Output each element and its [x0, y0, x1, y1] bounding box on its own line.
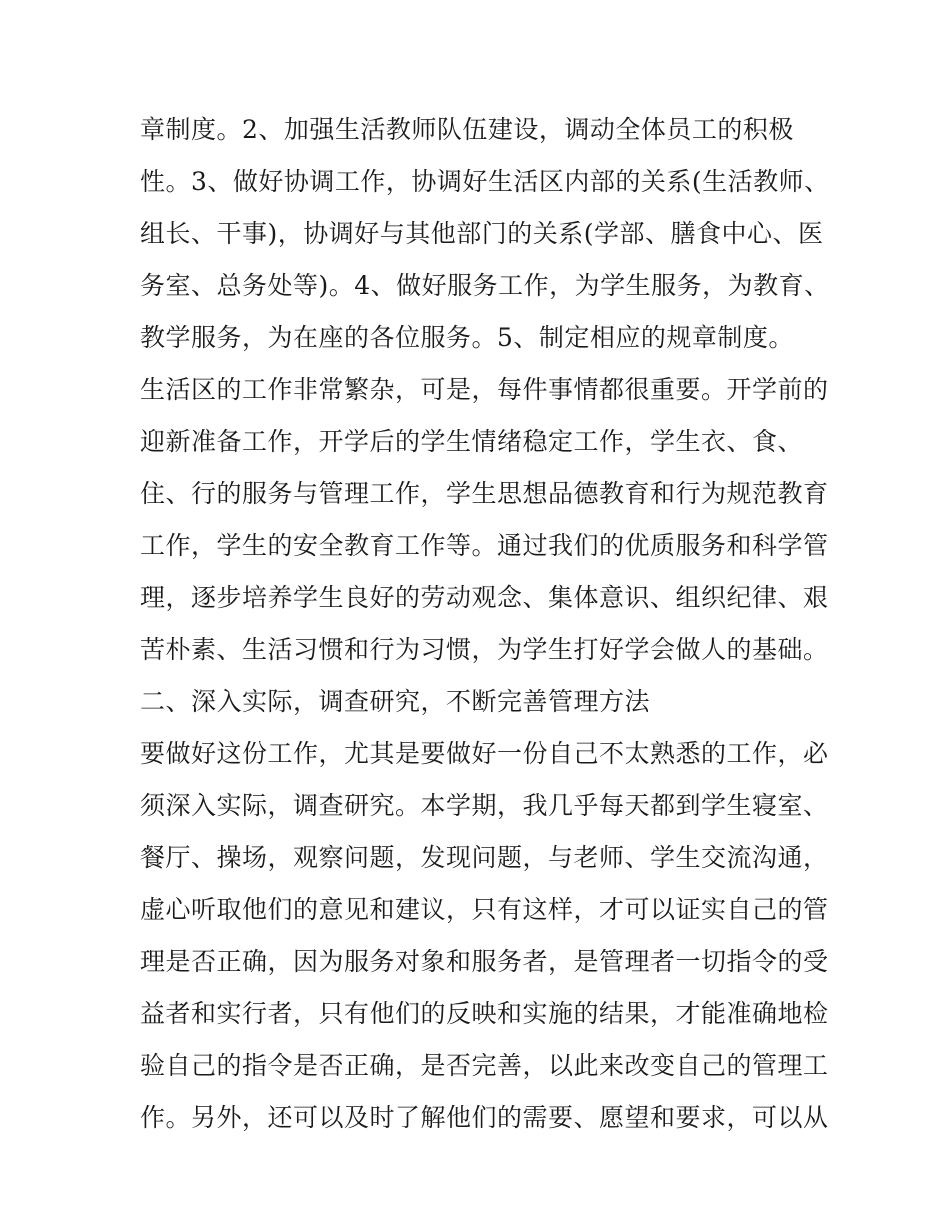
text-line: 作。另外，还可以及时了解他们的需要、愿望和要求，可以从 [140, 1103, 829, 1132]
text-line: 理是否正确，因为服务对象和服务者，是管理者一切指令的受 [140, 947, 829, 976]
text-line: 虚心听取他们的意见和建议，只有这样，才可以证实自己的管 [140, 895, 829, 924]
text-line: 工作，学生的安全教育工作等。通过我们的优质服务和科学管 [140, 531, 829, 560]
text-line: 要做好这份工作，尤其是要做好一份自己不太熟悉的工作，必 [140, 739, 829, 768]
document-body [140, 110, 830, 1150]
text-line: 章制度。2、加强生活教师队伍建设，调动全体员工的积极 [140, 115, 794, 144]
text-line: 益者和实行者，只有他们的反映和实施的结果，才能准确地检 [140, 999, 829, 1028]
text-line: 苦朴素、生活习惯和行为习惯，为学生打好学会做人的基础。 [140, 635, 829, 664]
text-line: 验自己的指令是否正确，是否完善，以此来改变自己的管理工 [140, 1051, 829, 1080]
text-line: 教学服务，为在座的各位服务。5、制定相应的规章制度。 [140, 323, 794, 352]
section-heading: 二、深入实际，调查研究，不断完善管理方法 [140, 687, 651, 716]
text-line: 须深入实际，调查研究。本学期，我几乎每天都到学生寝室、 [140, 791, 829, 820]
text-line: 住、行的服务与管理工作，学生思想品德教育和行为规范教育 [140, 479, 829, 508]
text-line: 理，逐步培养学生良好的劳动观念、集体意识、组织纪律、艰 [140, 583, 829, 612]
text-line: 性。3、做好协调工作，协调好生活区内部的关系(生活教师、 [140, 167, 830, 196]
text-line: 生活区的工作非常繁杂，可是，每件事情都很重要。开学前的 [140, 375, 829, 404]
text-line: 务室、总务处等)。4、做好服务工作，为学生服务，为教育、 [140, 271, 830, 300]
text-line: 餐厅、操场，观察问题，发现问题，与老师、学生交流沟通， [140, 843, 829, 872]
text-line: 组长、干事)，协调好与其他部门的关系(学部、膳食中心、医 [140, 219, 824, 248]
text-line: 迎新准备工作，开学后的学生情绪稳定工作，学生衣、食、 [140, 427, 804, 456]
